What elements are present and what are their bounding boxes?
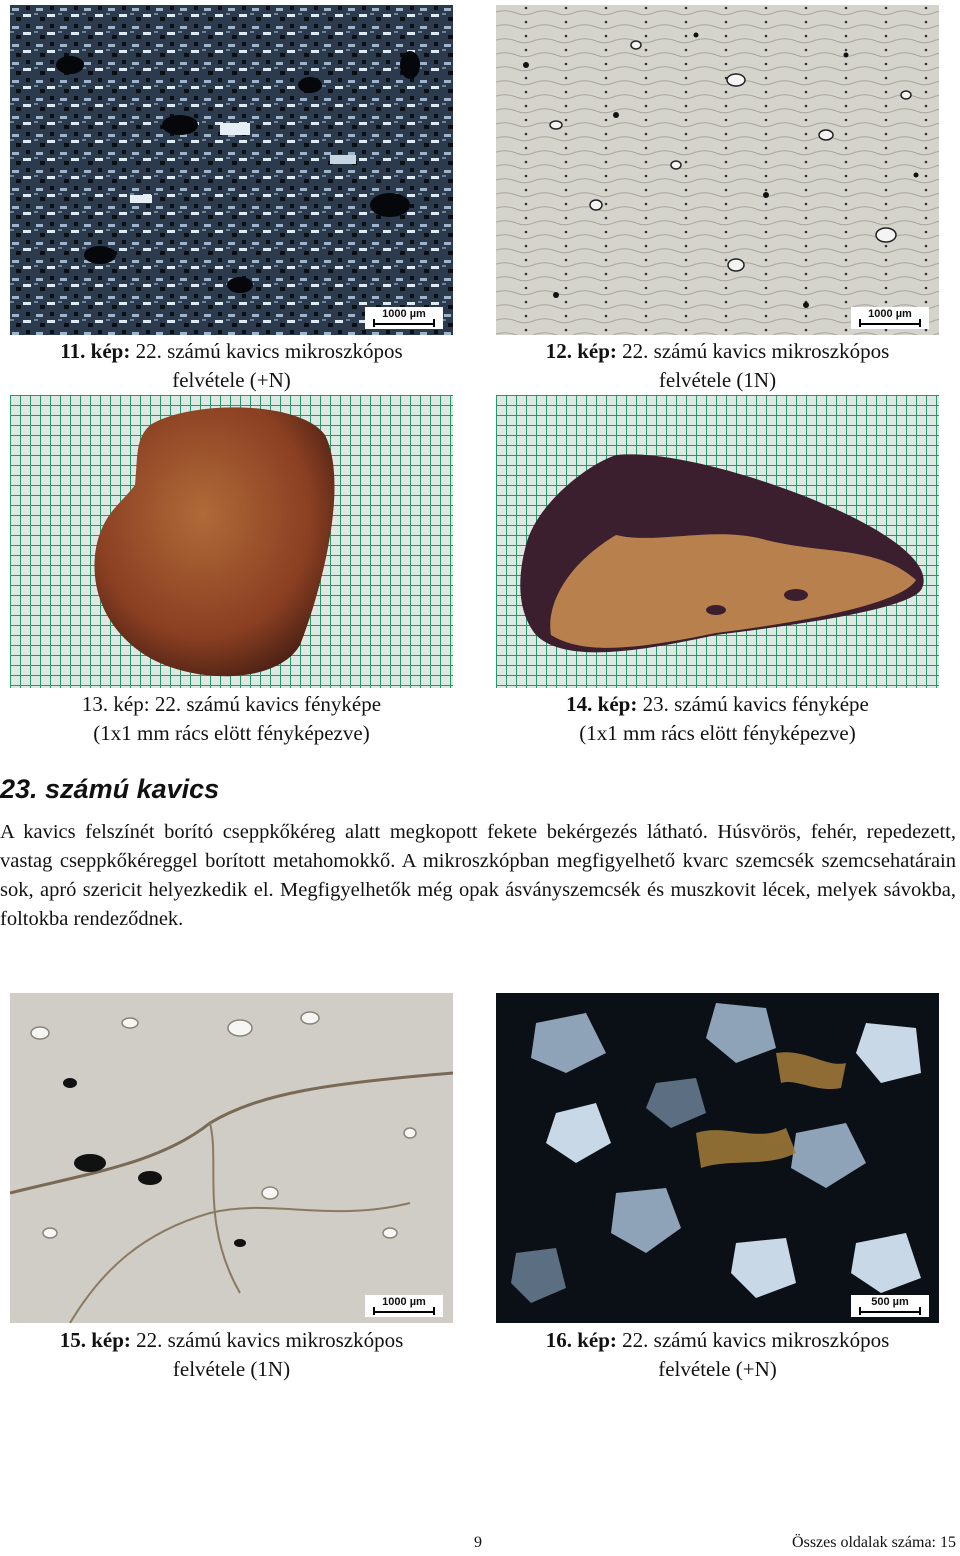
figure-16-caption (496, 1326, 939, 1384)
caption-text-line2: (1x1 mm rács elött fényképezve) (93, 721, 370, 745)
figure-14-photo (496, 395, 939, 688)
scale-bar (851, 307, 929, 329)
figure-label: 15. kép: (59, 1328, 131, 1352)
scale-bar (365, 1295, 443, 1317)
micrograph-ppl-image (496, 5, 939, 335)
pebble-photo-image (10, 395, 453, 688)
figure-15-caption (10, 1326, 453, 1384)
figure-14-caption (496, 690, 939, 748)
total-pages: Összes oldalak száma: 15 (792, 1534, 956, 1551)
micrograph-xpol-image (496, 993, 939, 1323)
page-number: 9 (474, 1534, 482, 1551)
caption-text-line2: (1x1 mm rács elött fényképezve) (579, 721, 856, 745)
scale-bar-label: 1000 µm (868, 308, 912, 320)
caption-text: 22. számú kavics fényképe (149, 692, 382, 716)
figure-13-caption (10, 690, 453, 748)
figure-12-photo (496, 5, 939, 335)
scale-bar (365, 307, 443, 329)
micrograph-xpol-image (10, 5, 453, 335)
figure-label: 12. kép: (545, 339, 617, 363)
caption-text: 22. számú kavics mikroszkópos (130, 339, 403, 363)
caption-text: 22. számú kavics mikroszkópos (616, 1328, 890, 1352)
figure-label: 13. kép: (81, 692, 150, 716)
caption-text-line2: felvétele (+N) (658, 1357, 777, 1381)
scale-bar-label: 1000 µm (382, 308, 426, 320)
micrograph-ppl-image (10, 993, 453, 1323)
figure-label: 11. kép: (60, 339, 131, 363)
section-body-text: A kavics felszínét borító cseppkőkéreg alatt megkopott fekete bekérgezés látható. Húsvörös, fehér, repedezett, vastag cseppkőkéreggel borított metahomokkő. A mikroszkópban megfigyelhető kvarc szemcsék szemcsehatárain sok, apró szericit helyezkedik el. Megfigyelhetők még opak ásványszemcsék és muszkovit lécek, melyek sávokba, foltokba rendeződnek. (0, 821, 956, 930)
figure-15-photo (10, 993, 453, 1323)
figure-16-photo (496, 993, 939, 1323)
figure-label: 16. kép: (545, 1328, 617, 1352)
pebble-photo-image (496, 395, 939, 688)
scale-bar (851, 1295, 929, 1317)
figure-13-photo (10, 395, 453, 688)
figure-11-photo (10, 5, 453, 335)
scale-bar-label: 500 µm (871, 1296, 909, 1308)
section-title: 23. számú kavics (0, 774, 220, 804)
scale-bar-label: 1000 µm (382, 1296, 426, 1308)
caption-text: 22. számú kavics mikroszkópos (616, 339, 890, 363)
figure-label: 14. kép: (566, 692, 638, 716)
caption-text: 22. számú kavics mikroszkópos (130, 1328, 404, 1352)
caption-text: 23. számú kavics fényképe (637, 692, 869, 716)
caption-text-line2: felvétele (1N) (172, 1357, 291, 1381)
figure-12-caption (496, 337, 939, 395)
caption-text-line2: felvétele (1N) (658, 368, 777, 392)
caption-text-line2: felvétele (+N) (172, 368, 291, 392)
figure-11-caption (10, 337, 453, 395)
